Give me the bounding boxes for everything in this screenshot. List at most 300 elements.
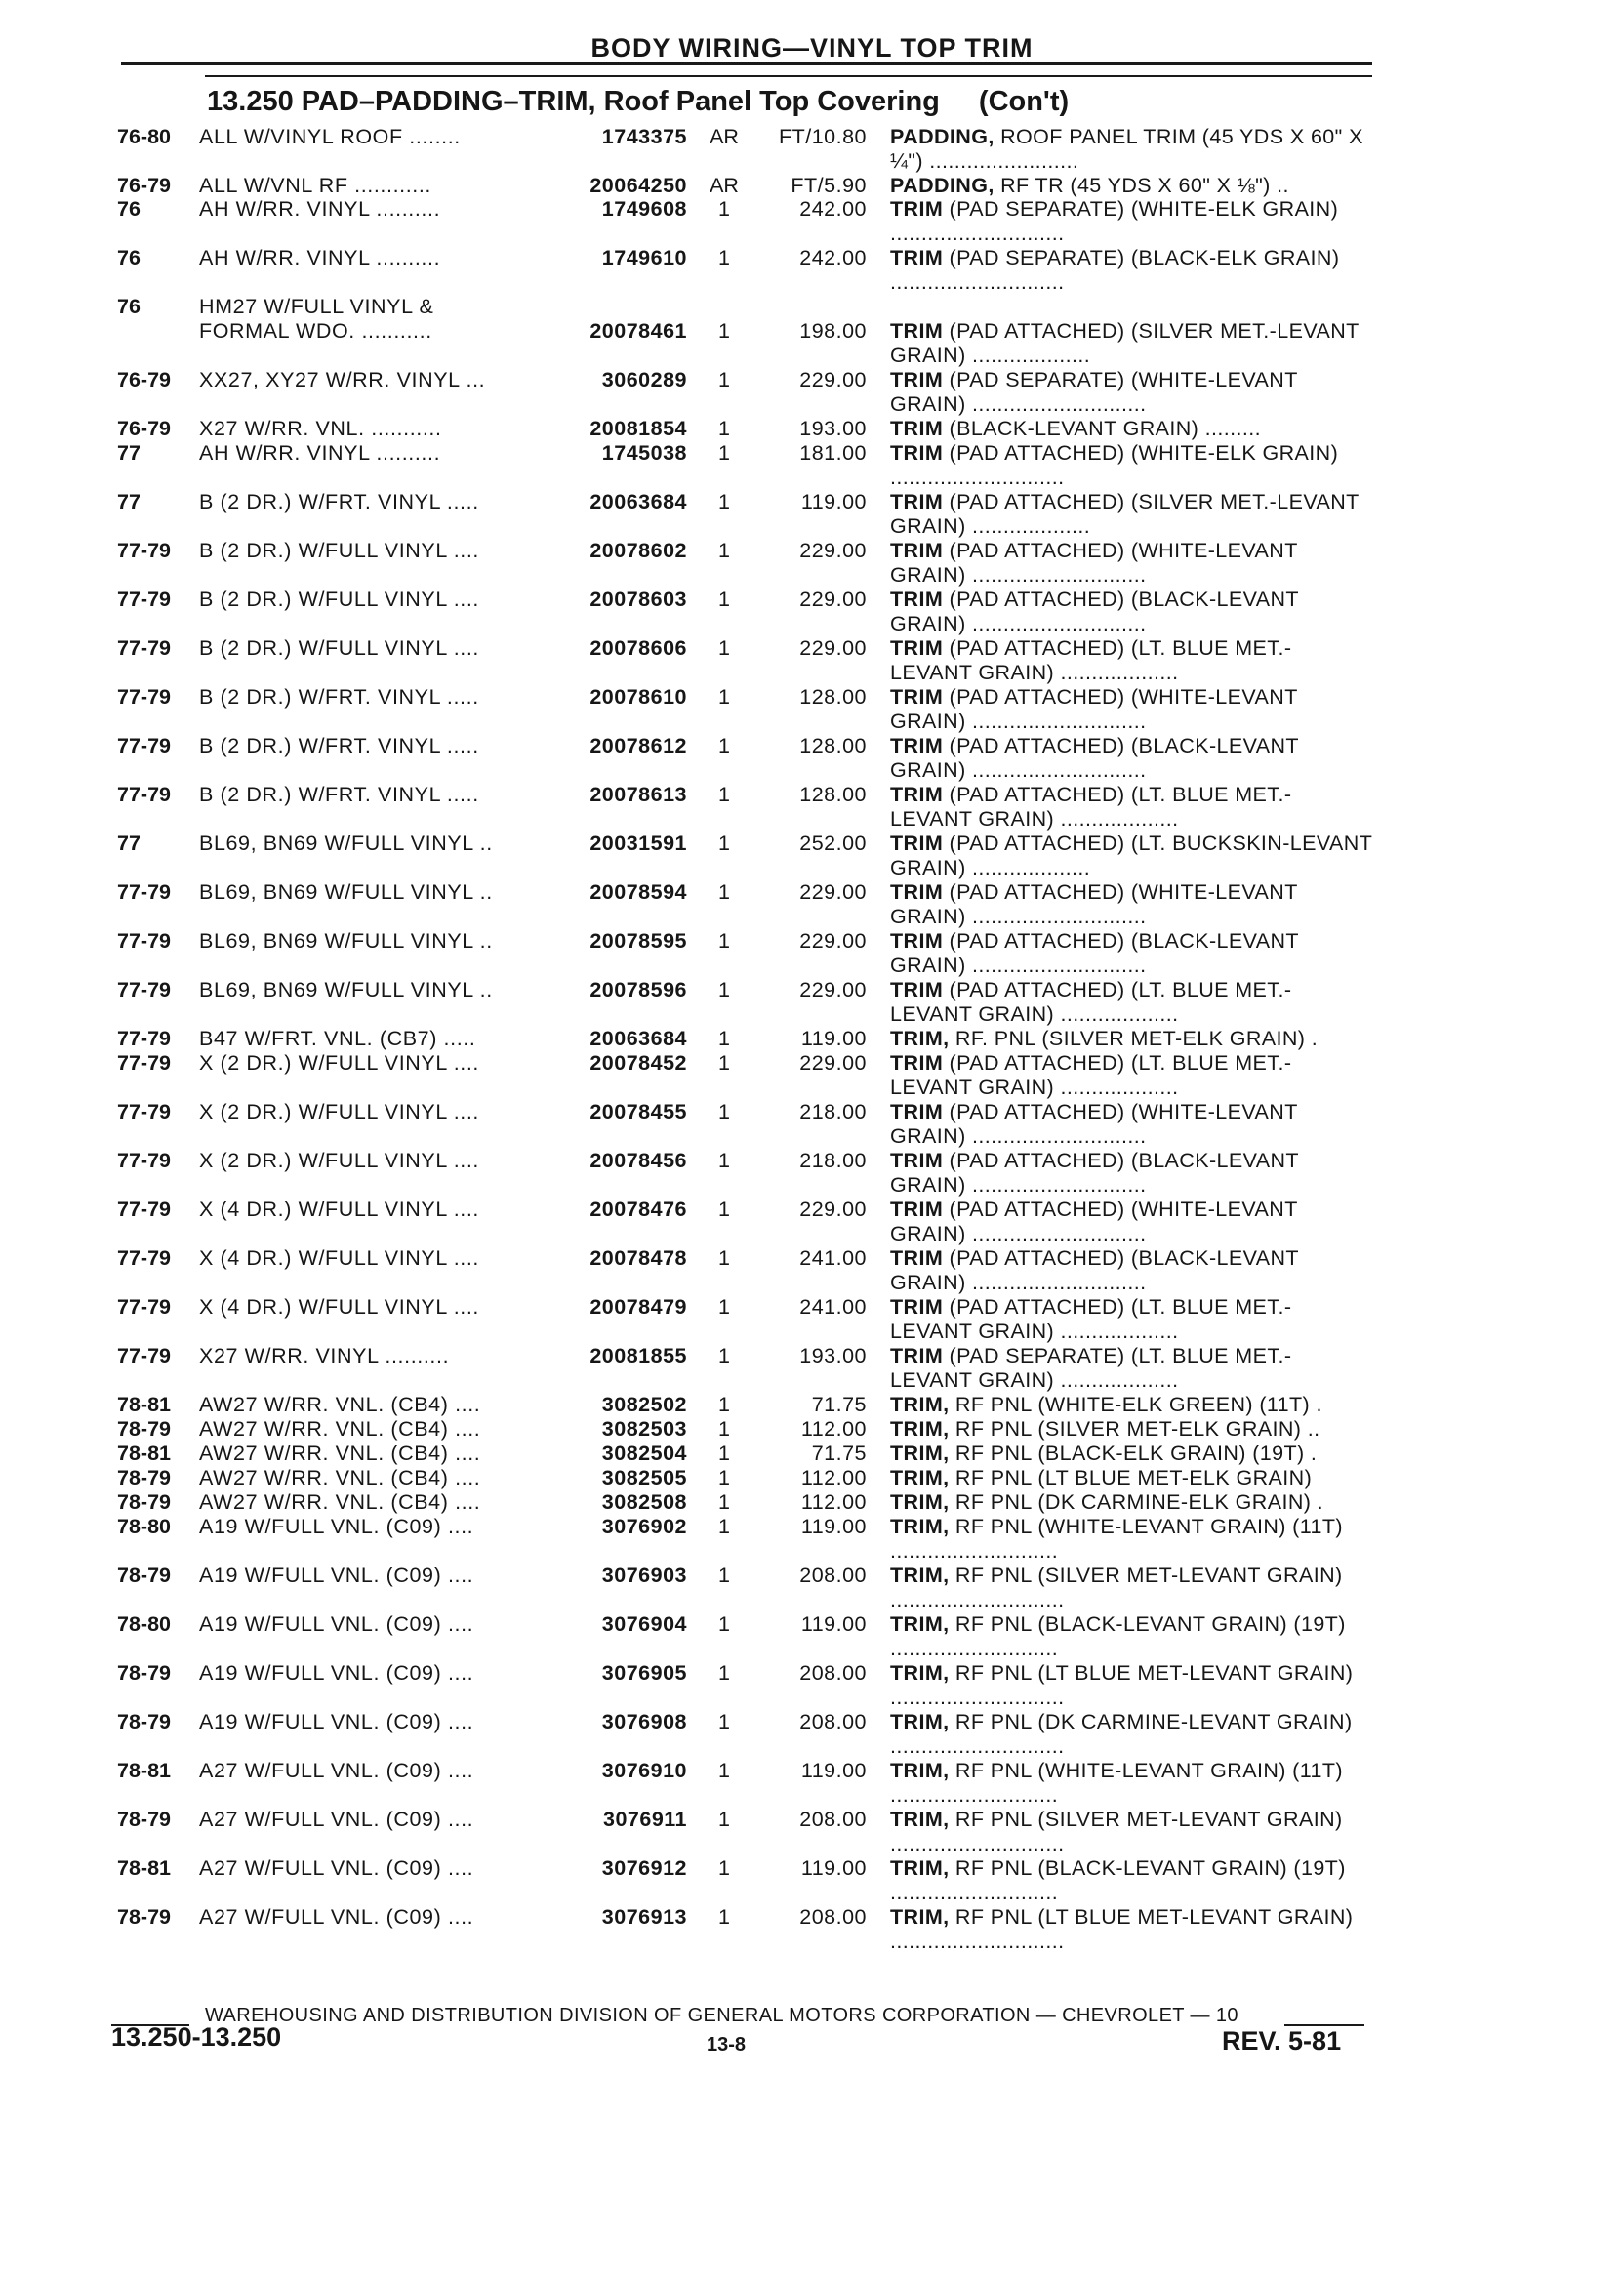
row-application: AW27 W/RR. VNL. (CB4) ....	[199, 1490, 481, 1514]
row-description-type: TRIM	[890, 880, 944, 904]
row-quantity: 1	[718, 832, 730, 855]
row-application: AH W/RR. VINYL ..........	[199, 197, 441, 221]
row-description	[890, 880, 1372, 929]
row-description-text: (PAD ATTACHED) (LT. BUCKSKIN-LEVANT GRAIN) ...................	[890, 832, 1372, 879]
row-description-type: TRIM,	[890, 1905, 950, 1929]
footer-page-number: 13-8	[707, 2034, 747, 2056]
row-description-text: (PAD ATTACHED) (LT. BLUE MET.-LEVANT GRAIN) ...................	[890, 636, 1292, 684]
row-years: 77-79	[117, 685, 171, 709]
row-quantity: 1	[718, 1905, 730, 1929]
row-description	[890, 125, 1372, 174]
row-description-text: RF PNL (WHITE-LEVANT GRAIN) (11T) ...........................	[890, 1515, 1343, 1563]
row-years: 78-80	[117, 1612, 171, 1636]
row-years: 77-79	[117, 1295, 171, 1319]
row-years: 78-79	[117, 1905, 171, 1929]
row-price: 119.00	[800, 1515, 867, 1538]
row-part-number: 20078479	[589, 1295, 687, 1319]
row-price: 119.00	[800, 1027, 867, 1050]
row-application: B47 W/FRT. VNL. (CB7) .....	[199, 1027, 476, 1050]
row-part-number: 20078452	[589, 1051, 687, 1075]
row-description-text: RF PNL (WHITE-LEVANT GRAIN) (11T) ...........................	[890, 1759, 1343, 1807]
row-description	[890, 319, 1372, 368]
row-description-type: PADDING,	[890, 174, 995, 197]
row-description-text: RF PNL (SILVER MET-ELK GRAIN) ..	[949, 1417, 1320, 1441]
row-price: 112.00	[800, 1417, 867, 1441]
row-description-type: TRIM	[890, 1198, 944, 1221]
row-application: ALL W/VINYL ROOF ........	[199, 125, 461, 148]
row-application: A19 W/FULL VNL. (C09) ....	[199, 1710, 474, 1733]
row-description-type: TRIM	[890, 783, 944, 806]
row-description-type: TRIM,	[890, 1661, 950, 1685]
row-application: A19 W/FULL VNL. (C09) ....	[199, 1661, 474, 1685]
row-description-type: TRIM,	[890, 1442, 950, 1465]
row-years: 77	[117, 832, 141, 855]
row-description-type: TRIM	[890, 685, 944, 709]
row-application: ALL W/VNL RF ............	[199, 174, 432, 197]
row-description-text: RF PNL (WHITE-ELK GREEN) (11T) .	[949, 1393, 1322, 1416]
row-application: AH W/RR. VINYL ..........	[199, 246, 441, 269]
row-years: 78-79	[117, 1808, 171, 1831]
row-description-type: TRIM	[890, 1149, 944, 1172]
row-description-text: (PAD ATTACHED) (LT. BLUE MET.-LEVANT GRAIN) ...................	[890, 978, 1292, 1026]
row-price: 198.00	[799, 319, 867, 343]
row-price: 128.00	[799, 734, 867, 757]
row-price: 119.00	[800, 1759, 867, 1782]
row-application: A27 W/FULL VNL. (C09) ....	[199, 1808, 474, 1831]
row-description-text: (PAD SEPARATE) (BLACK-ELK GRAIN) ............................	[890, 246, 1340, 294]
row-part-number: 20031591	[589, 832, 687, 855]
row-part-number: 1749610	[601, 246, 687, 269]
row-description-type: TRIM	[890, 246, 944, 269]
row-description-text: (PAD ATTACHED) (BLACK-LEVANT GRAIN) ............................	[890, 929, 1299, 977]
row-quantity: AR	[710, 125, 739, 148]
row-price: 119.00	[800, 1856, 867, 1880]
row-application: HM27 W/FULL VINYL &	[199, 295, 434, 318]
row-description	[890, 1612, 1372, 1661]
row-description-text: RF PNL (BLACK-LEVANT GRAIN) (19T) ...........................	[890, 1856, 1346, 1904]
row-price: 229.00	[799, 368, 867, 391]
row-part-number: 1749608	[601, 197, 687, 221]
row-description	[890, 588, 1372, 636]
row-application: AW27 W/RR. VNL. (CB4) ....	[199, 1442, 481, 1465]
row-years: 77-79	[117, 1246, 171, 1270]
row-part-number: 1745038	[601, 441, 687, 465]
row-description	[890, 1417, 1372, 1442]
row-description-type: TRIM,	[890, 1027, 950, 1050]
row-description	[890, 441, 1372, 490]
row-description-text: (PAD ATTACHED) (LT. BLUE MET.-LEVANT GRAIN) ...................	[890, 1051, 1292, 1099]
row-description-type: TRIM	[890, 441, 944, 465]
row-price: 229.00	[799, 880, 867, 904]
row-application: B (2 DR.) W/FRT. VINYL .....	[199, 783, 479, 806]
row-part-number: 20078594	[589, 880, 687, 904]
row-part-number: 3076904	[601, 1612, 687, 1636]
row-description-text: RF TR (45 YDS X 60" X ⅛") ..	[994, 174, 1289, 197]
row-description	[890, 1295, 1372, 1344]
row-price: 229.00	[799, 978, 867, 1001]
row-part-number: 1743375	[601, 125, 687, 148]
row-description	[890, 1100, 1372, 1149]
row-part-number: 20078455	[589, 1100, 687, 1123]
row-application: X (4 DR.) W/FULL VINYL ....	[199, 1198, 479, 1221]
row-part-number: 20063684	[589, 490, 687, 513]
row-price: 229.00	[799, 1198, 867, 1221]
row-part-number: 3082502	[601, 1393, 687, 1416]
row-part-number: 20078476	[589, 1198, 687, 1221]
row-price: 208.00	[799, 1808, 867, 1831]
row-quantity: 1	[718, 319, 730, 343]
row-part-number: 20078595	[589, 929, 687, 953]
row-description	[890, 1466, 1372, 1490]
row-description-text: (PAD ATTACHED) (WHITE-ELK GRAIN) ............................	[890, 441, 1339, 489]
row-description-type: PADDING,	[890, 125, 995, 148]
row-price: 208.00	[799, 1564, 867, 1587]
row-quantity: 1	[718, 880, 730, 904]
row-quantity: 1	[718, 1295, 730, 1319]
row-description-text: (PAD ATTACHED) (WHITE-LEVANT GRAIN) ............................	[890, 539, 1298, 587]
row-description	[890, 1393, 1372, 1417]
row-quantity: 1	[718, 685, 730, 709]
row-quantity: 1	[718, 197, 730, 221]
page-header-title: BODY WIRING—VINYL TOP TRIM	[590, 33, 1034, 62]
row-description-type: TRIM	[890, 734, 944, 757]
row-description-text: ROOF PANEL TRIM (45 YDS X 60" X ¼") ........................	[890, 125, 1363, 173]
row-years: 78-81	[117, 1393, 171, 1416]
row-quantity: 1	[718, 1759, 730, 1782]
row-price: FT/10.80	[778, 125, 867, 148]
row-description-text: (PAD ATTACHED) (BLACK-LEVANT GRAIN) ............................	[890, 1149, 1299, 1197]
row-quantity: 1	[718, 1442, 730, 1465]
row-part-number: 20063684	[589, 1027, 687, 1050]
row-price: 112.00	[800, 1490, 867, 1514]
header-rule-thick	[121, 62, 1372, 65]
row-price: 119.00	[800, 490, 867, 513]
row-application: A27 W/FULL VNL. (C09) ....	[199, 1856, 474, 1880]
row-part-number: 20078603	[589, 588, 687, 611]
row-description-text: (PAD ATTACHED) (SILVER MET.-LEVANT GRAIN) ...................	[890, 319, 1360, 367]
row-application: XX27, XY27 W/RR. VINYL ...	[199, 368, 486, 391]
row-years: 76-79	[117, 368, 171, 391]
row-description	[890, 734, 1372, 783]
row-years: 76-79	[117, 417, 171, 440]
row-years: 78-81	[117, 1442, 171, 1465]
row-description	[890, 1490, 1372, 1515]
row-description-text: (PAD ATTACHED) (LT. BLUE MET.-LEVANT GRAIN) ...................	[890, 1295, 1292, 1343]
row-description-text: (PAD ATTACHED) (WHITE-LEVANT GRAIN) ............................	[890, 685, 1298, 733]
row-years: 77-79	[117, 978, 171, 1001]
row-part-number: 20078456	[589, 1149, 687, 1172]
row-description-text: RF PNL (SILVER MET-LEVANT GRAIN) ............................	[890, 1564, 1343, 1611]
row-description-type: TRIM	[890, 417, 944, 440]
row-price: 181.00	[799, 441, 867, 465]
row-application: AW27 W/RR. VNL. (CB4) ....	[199, 1466, 481, 1489]
row-description-text: RF PNL (DK CARMINE-ELK GRAIN) .	[949, 1490, 1324, 1514]
row-price: 128.00	[799, 685, 867, 709]
row-description	[890, 174, 1372, 198]
row-application: A19 W/FULL VNL. (C09) ....	[199, 1515, 474, 1538]
row-part-number: 3060289	[601, 368, 687, 391]
row-part-number: 3076903	[601, 1564, 687, 1587]
row-quantity: AR	[710, 174, 739, 197]
row-years: 76	[117, 295, 141, 318]
row-description	[890, 197, 1372, 246]
row-description-text: (PAD SEPARATE) (LT. BLUE MET.-LEVANT GRAIN) ...................	[890, 1344, 1292, 1392]
row-quantity: 1	[718, 441, 730, 465]
row-description-type: TRIM,	[890, 1417, 950, 1441]
row-part-number: 3076912	[601, 1856, 687, 1880]
row-quantity: 1	[718, 1661, 730, 1685]
row-description-text: (PAD ATTACHED) (WHITE-LEVANT GRAIN) ............................	[890, 880, 1298, 928]
row-quantity: 1	[718, 1490, 730, 1514]
row-part-number: 3076910	[601, 1759, 687, 1782]
row-years: 77-79	[117, 1100, 171, 1123]
row-description-type: TRIM	[890, 978, 944, 1001]
section-continued-label: (Con't)	[978, 86, 1070, 117]
row-description-text: (PAD ATTACHED) (BLACK-LEVANT GRAIN) ............................	[890, 734, 1299, 782]
row-quantity: 1	[718, 1515, 730, 1538]
row-years: 77-79	[117, 1027, 171, 1050]
row-description-text: (BLACK-LEVANT GRAIN) .........	[943, 417, 1261, 440]
row-price: 218.00	[799, 1100, 867, 1123]
row-years: 78-79	[117, 1661, 171, 1685]
row-part-number: 3082508	[601, 1490, 687, 1514]
row-quantity: 1	[718, 490, 730, 513]
row-part-number: 3076908	[601, 1710, 687, 1733]
row-application: X (2 DR.) W/FULL VINYL ....	[199, 1149, 479, 1172]
row-part-number: 20078606	[589, 636, 687, 660]
row-application: BL69, BN69 W/FULL VINYL ..	[199, 832, 493, 855]
row-description-text: RF PNL (SILVER MET-LEVANT GRAIN) ............................	[890, 1808, 1343, 1855]
row-years: 77-79	[117, 783, 171, 806]
row-quantity: 1	[718, 1417, 730, 1441]
row-price: 229.00	[799, 1051, 867, 1075]
row-part-number: 20081854	[589, 417, 687, 440]
row-description-text: RF PNL (LT BLUE MET-LEVANT GRAIN) ............................	[890, 1905, 1354, 1953]
row-description-text: (PAD ATTACHED) (WHITE-LEVANT GRAIN) ............................	[890, 1198, 1298, 1245]
row-description-type: TRIM,	[890, 1710, 950, 1733]
row-part-number: 3082504	[601, 1442, 687, 1465]
row-description	[890, 490, 1372, 539]
row-price: 242.00	[799, 197, 867, 221]
row-application: A19 W/FULL VNL. (C09) ....	[199, 1564, 474, 1587]
row-description	[890, 1515, 1372, 1564]
row-part-number: 3076905	[601, 1661, 687, 1685]
row-years: 78-81	[117, 1856, 171, 1880]
row-description-text: (PAD SEPARATE) (WHITE-ELK GRAIN) ............................	[890, 197, 1339, 245]
row-description-type: TRIM	[890, 368, 944, 391]
row-quantity: 1	[718, 1027, 730, 1050]
row-application: X (2 DR.) W/FULL VINYL ....	[199, 1051, 479, 1075]
row-description-text: RF PNL (LT BLUE MET-ELK GRAIN)	[949, 1466, 1313, 1489]
row-application: B (2 DR.) W/FULL VINYL ....	[199, 636, 479, 660]
row-description-type: TRIM	[890, 1295, 944, 1319]
row-application: AW27 W/RR. VNL. (CB4) ....	[199, 1393, 481, 1416]
row-description-type: TRIM	[890, 1344, 944, 1367]
row-years: 78-80	[117, 1515, 171, 1538]
row-description-type: TRIM,	[890, 1856, 950, 1880]
row-price: 119.00	[800, 1612, 867, 1636]
row-part-number: 3082503	[601, 1417, 687, 1441]
row-description	[890, 685, 1372, 734]
row-years: 78-79	[117, 1490, 171, 1514]
row-description	[890, 978, 1372, 1027]
row-application: AW27 W/RR. VNL. (CB4) ....	[199, 1417, 481, 1441]
row-price: 208.00	[799, 1661, 867, 1685]
row-price: 229.00	[799, 539, 867, 562]
row-quantity: 1	[718, 734, 730, 757]
row-description-text: (PAD SEPARATE) (WHITE-LEVANT GRAIN) ............................	[890, 368, 1298, 416]
row-price: 193.00	[799, 1344, 867, 1367]
row-years: 77-79	[117, 1198, 171, 1221]
row-description	[890, 1564, 1372, 1612]
row-description-text: RF PNL (DK CARMINE-LEVANT GRAIN) ............................	[890, 1710, 1353, 1758]
row-years: 76	[117, 246, 141, 269]
row-years: 77-79	[117, 880, 171, 904]
row-application: X27 W/RR. VNL. ...........	[199, 417, 442, 440]
row-quantity: 1	[718, 783, 730, 806]
row-price: 229.00	[799, 929, 867, 953]
row-quantity: 1	[718, 1710, 730, 1733]
row-application: BL69, BN69 W/FULL VINYL ..	[199, 880, 493, 904]
row-part-number: 20081855	[589, 1344, 687, 1367]
row-description	[890, 1027, 1372, 1051]
row-description	[890, 1344, 1372, 1393]
row-price: 241.00	[799, 1246, 867, 1270]
row-years: 77-79	[117, 1149, 171, 1172]
row-description-text: (PAD ATTACHED) (BLACK-LEVANT GRAIN) ............................	[890, 1246, 1299, 1294]
row-description-type: TRIM	[890, 490, 944, 513]
row-price: 229.00	[799, 636, 867, 660]
row-description-text: (PAD ATTACHED) (BLACK-LEVANT GRAIN) ............................	[890, 588, 1299, 635]
row-description-text: RF. PNL (SILVER MET-ELK GRAIN) .	[949, 1027, 1319, 1050]
row-price: 208.00	[799, 1905, 867, 1929]
row-description-type: TRIM	[890, 197, 944, 221]
row-part-number: 20078602	[589, 539, 687, 562]
row-quantity: 1	[718, 1344, 730, 1367]
row-description-text: RF PNL (LT BLUE MET-LEVANT GRAIN) ............................	[890, 1661, 1354, 1709]
row-years: 77-79	[117, 734, 171, 757]
row-years: 76-80	[117, 125, 171, 148]
row-description	[890, 1051, 1372, 1100]
row-application: B (2 DR.) W/FULL VINYL ....	[199, 588, 479, 611]
row-part-number: 20064250	[589, 174, 687, 197]
row-description-type: TRIM,	[890, 1808, 950, 1831]
row-description	[890, 1905, 1372, 1954]
row-price: 218.00	[799, 1149, 867, 1172]
row-years: 77-79	[117, 636, 171, 660]
row-price: 128.00	[799, 783, 867, 806]
row-application: X (4 DR.) W/FULL VINYL ....	[199, 1246, 479, 1270]
row-quantity: 1	[718, 246, 730, 269]
row-years: 76	[117, 197, 141, 221]
row-years: 77-79	[117, 588, 171, 611]
row-quantity: 1	[718, 588, 730, 611]
row-quantity: 1	[718, 1198, 730, 1221]
row-description-text: (PAD ATTACHED) (LT. BLUE MET.-LEVANT GRAIN) ...................	[890, 783, 1292, 831]
row-part-number: 20078613	[589, 783, 687, 806]
row-price: 71.75	[811, 1442, 867, 1465]
row-description	[890, 783, 1372, 832]
row-years: 77-79	[117, 929, 171, 953]
row-part-number: 3082505	[601, 1466, 687, 1489]
row-description-text: (PAD ATTACHED) (SILVER MET.-LEVANT GRAIN) ...................	[890, 490, 1360, 538]
row-description	[890, 1759, 1372, 1808]
row-quantity: 1	[718, 1051, 730, 1075]
row-description	[890, 368, 1372, 417]
row-price: 193.00	[799, 417, 867, 440]
row-part-number: 3076902	[601, 1515, 687, 1538]
row-description-type: TRIM	[890, 319, 944, 343]
footer-publisher-line: WAREHOUSING AND DISTRIBUTION DIVISION OF GENERAL MOTORS CORPORATION — CHEVROLET — 10	[205, 2005, 1238, 2026]
row-description-type: TRIM,	[890, 1564, 950, 1587]
row-years: 76-79	[117, 174, 171, 197]
footer-revision: REV. 5-81	[1222, 2026, 1342, 2056]
row-description-text: RF PNL (BLACK-LEVANT GRAIN) (19T) ...........................	[890, 1612, 1346, 1660]
row-quantity: 1	[718, 1466, 730, 1489]
row-description-type: TRIM	[890, 1246, 944, 1270]
row-application: B (2 DR.) W/FRT. VINYL .....	[199, 490, 479, 513]
row-description-type: TRIM	[890, 588, 944, 611]
row-years: 78-79	[117, 1710, 171, 1733]
row-years: 77	[117, 490, 141, 513]
row-description	[890, 1710, 1372, 1759]
row-description	[890, 1149, 1372, 1198]
row-quantity: 1	[718, 417, 730, 440]
row-part-number: 3076911	[602, 1808, 687, 1831]
row-part-number: 20078612	[589, 734, 687, 757]
row-price: 252.00	[799, 832, 867, 855]
row-price: 229.00	[799, 588, 867, 611]
row-description-text: (PAD ATTACHED) (WHITE-LEVANT GRAIN) ............................	[890, 1100, 1298, 1148]
row-price: 71.75	[811, 1393, 867, 1416]
row-years: 78-79	[117, 1564, 171, 1587]
row-quantity: 1	[718, 1564, 730, 1587]
row-description-type: TRIM	[890, 636, 944, 660]
row-years: 78-79	[117, 1417, 171, 1441]
header-rule	[205, 75, 1372, 77]
row-description-type: TRIM,	[890, 1393, 950, 1416]
row-quantity: 1	[718, 1149, 730, 1172]
row-price: 208.00	[799, 1710, 867, 1733]
row-quantity: 1	[718, 539, 730, 562]
row-years: 78-81	[117, 1759, 171, 1782]
row-price: 242.00	[799, 246, 867, 269]
row-part-number: 20078610	[589, 685, 687, 709]
row-description-type: TRIM,	[890, 1490, 950, 1514]
section-heading-text: 13.250 PAD–PADDING–TRIM, Roof Panel Top Covering	[207, 86, 940, 117]
row-description-type: TRIM,	[890, 1515, 950, 1538]
row-application: A19 W/FULL VNL. (C09) ....	[199, 1612, 474, 1636]
row-description-type: TRIM	[890, 929, 944, 953]
row-description	[890, 636, 1372, 685]
row-quantity: 1	[718, 1100, 730, 1123]
row-description	[890, 1198, 1372, 1246]
row-quantity: 1	[718, 1808, 730, 1831]
row-application: A27 W/FULL VNL. (C09) ....	[199, 1905, 474, 1929]
row-description	[890, 539, 1372, 588]
row-description-type: TRIM,	[890, 1612, 950, 1636]
row-application: BL69, BN69 W/FULL VINYL ..	[199, 929, 493, 953]
row-description	[890, 1856, 1372, 1905]
row-years: 77	[117, 441, 141, 465]
row-description	[890, 1808, 1372, 1856]
row-price: FT/5.90	[791, 174, 867, 197]
row-quantity: 1	[718, 978, 730, 1001]
row-description-type: TRIM	[890, 539, 944, 562]
row-description	[890, 832, 1372, 880]
row-description-type: TRIM	[890, 1100, 944, 1123]
row-price: 112.00	[800, 1466, 867, 1489]
